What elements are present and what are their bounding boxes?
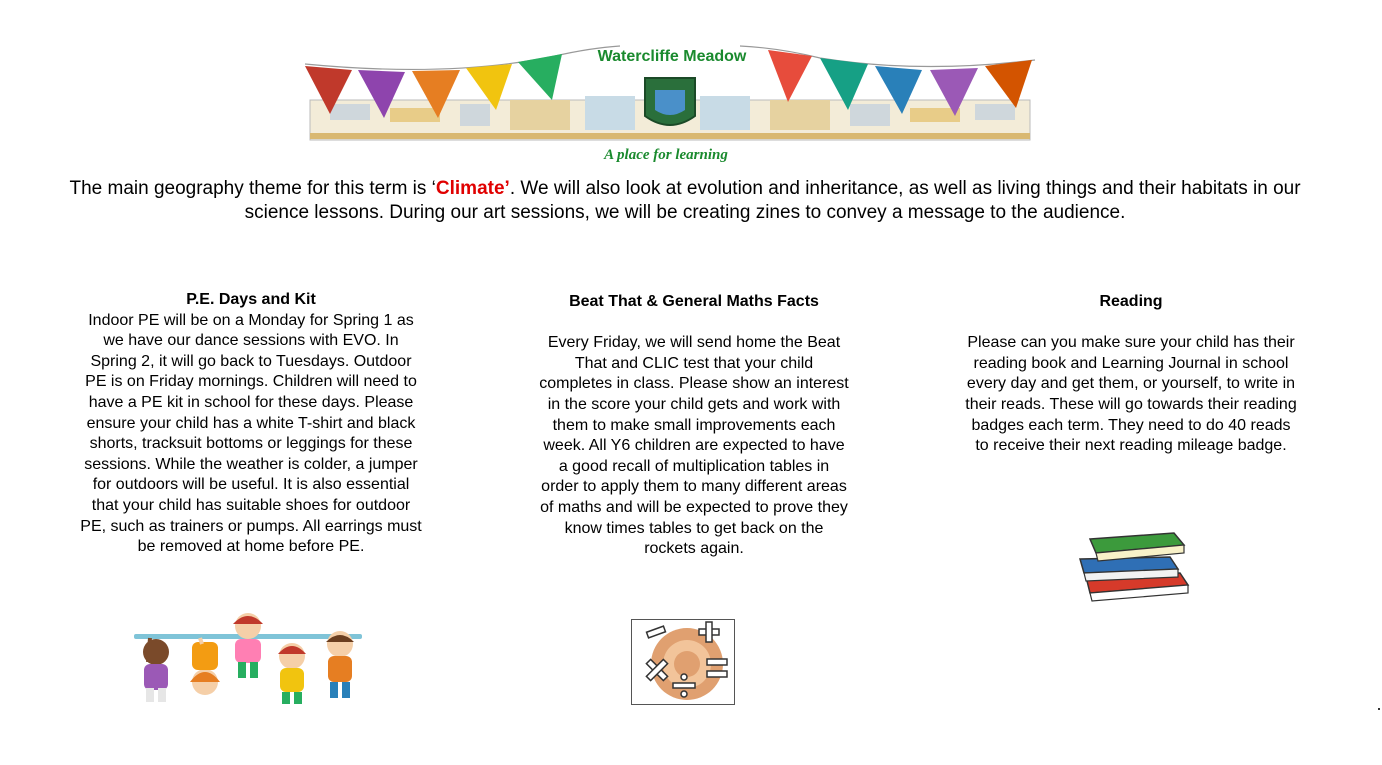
intro-text-after: . We will also look at evolution and inheritance, as well as living things and their habitats in our science lessons. During our art sessions, we will be creating zines to convey a message to the audience. xyxy=(244,178,1301,223)
reading-section xyxy=(965,292,1297,457)
maths-symbols-icon xyxy=(631,619,735,705)
pe-section xyxy=(80,290,422,558)
stray-dot xyxy=(1378,708,1380,710)
reading-body: Please can you make sure your child has their reading book and Learning Journal in school every day and get them, or yourself, to write in their reads. These will go towards their reading badges each term. They need to do 40 reads to receive their next reading mileage badge. xyxy=(965,334,1297,455)
maths-section xyxy=(538,292,850,560)
reading-title: Reading xyxy=(1099,293,1163,310)
school-tagline: A place for learning xyxy=(604,147,728,163)
books-stack-icon xyxy=(1068,515,1196,607)
school-name: Watercliffe Meadow xyxy=(597,48,747,65)
pe-body: Indoor PE will be on a Monday for Spring 1 as we have our dance sessions with EVO. In Spring 2, it will go back to Tuesdays. Outdoor PE is on Friday mornings. Children will need to have a PE kit in school for these days. Please ensure your child has a white T-shirt and black shorts, tracksuit bottoms or leggings for these sessions. While the weather is colder, a jumper for outdoors will be useful. It is also essential that your child has suitable shoes for outdoor PE, such as trainers or pumps. All earrings must be removed at home before PE. xyxy=(80,311,422,556)
school-banner xyxy=(300,38,1040,168)
pe-title: P.E. Days and Kit xyxy=(186,291,316,308)
intro-paragraph xyxy=(60,177,1310,225)
intro-text-before: The main geography theme for this term is ‘ xyxy=(69,178,436,199)
climate-theme: Climate’ xyxy=(435,178,510,199)
maths-body: Every Friday, we will send home the Beat That and CLIC test that your child completes in class. Please show an interest in the score your child gets and work with them to make small improvements each week. All Y6 children are expected to have a good recall of multiplication tables in order to apply them to many different areas of maths and will be expected to prove they know times tables to get back on the rockets again. xyxy=(539,334,849,558)
children-clipart-icon xyxy=(130,612,366,708)
maths-title: Beat That & General Maths Facts xyxy=(569,293,819,310)
